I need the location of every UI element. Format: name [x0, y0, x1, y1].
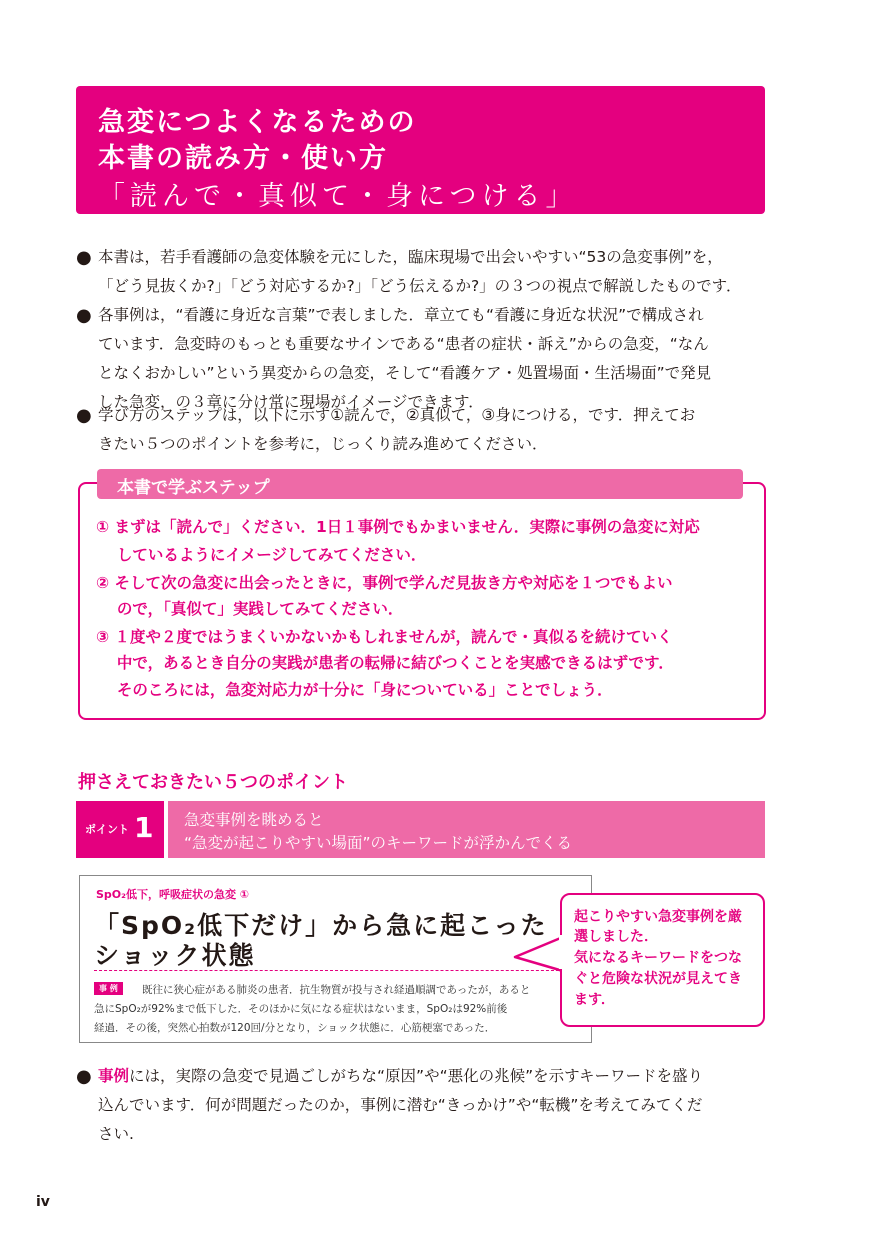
- banner-title-line2: 本書の読み方・使い方: [98, 143, 388, 174]
- sample-text-line1: 既往に狭心症がある肺炎の患者．抗生物質が投与され経過順調であったが，あると: [142, 984, 531, 996]
- sample-title-line1: 「SpO₂低下だけ」から急に起こった: [94, 911, 548, 940]
- sample-title-line2: ショック状態: [94, 941, 256, 970]
- footer-highlight: 事例: [98, 1067, 130, 1085]
- banner-title-line1: 急変につよくなるための: [98, 107, 417, 138]
- intro-bullet-2-line: 各事例は，“看護に身近な言葉”で表しました．章立ても“看護に身近な状況”で構成され: [98, 306, 704, 324]
- intro-bullet-3-line: きたい５つのポイントを参考に，じっくり読み進めてください．: [98, 435, 548, 453]
- callout-tail-mask: [559, 935, 564, 969]
- callout-bubble: [560, 893, 765, 1027]
- sample-text-line2: 急にSpO₂が92%まで低下した．そのほかに気になる症状はないまま，SpO₂は92%前後: [94, 1003, 508, 1015]
- intro-bullet-2-line: ています．急変時のもっとも重要なサインである“患者の症状・訴え”からの急変，“なん: [98, 335, 709, 353]
- page-number: iv: [36, 1194, 50, 1210]
- bullet-dot: ●: [76, 305, 92, 326]
- intro-bullet-1-line: 「どう見抜くか?」「どう対応するか?」「どう伝えるか?」の３つの視点で解説したものです．: [98, 277, 742, 295]
- sample-category-tag: SpO₂低下，呼吸症状の急変 ①: [96, 888, 250, 901]
- callout-line: ぐと危険な状況が見えてき: [574, 971, 742, 987]
- callout-line: 気になるキーワードをつな: [574, 950, 742, 966]
- intro-bullet-2-line: となくおかしい”という異変からの急変，そして“看護ケア・処置場面・生活場面”で発見: [98, 364, 712, 382]
- footer-line1: には，実際の急変で見過ごしがちな“原因”や“悪化の兆候”を示すキーワードを盛り: [129, 1067, 704, 1085]
- intro-bullet-3: [76, 401, 776, 459]
- bullet-dot: ●: [76, 1066, 92, 1087]
- callout-tail: [513, 935, 565, 975]
- step-line: しているようにイメージしてみてください．: [96, 546, 427, 564]
- case-badge: 事 例: [94, 982, 123, 995]
- callout-line: 起こりやすい急変事例を厳: [574, 909, 742, 925]
- point-label: ポイント: [85, 823, 129, 836]
- bullet-dot: ●: [76, 405, 92, 426]
- step-line: ので，「真似て」実践してみてください．: [96, 600, 404, 618]
- steps-heading: 本書で学ぶステップ: [117, 478, 270, 498]
- steps-box: [78, 482, 766, 720]
- step-line: そのころには，急変対応力が十分に「身についている」ことでしょう．: [96, 681, 613, 699]
- intro-bullet-2-line: した急変，の３章に分け常に現場がイメージできます．: [98, 393, 484, 411]
- step-line: 中で，あるとき自分の実践が患者の転帰に結びつくことを実感できるはずです．: [96, 654, 674, 672]
- intro-bullet-3-line: 学び方のステップは，以下に示す①読んで，②真似て，③身につける，です．押えてお: [98, 406, 696, 424]
- intro-bullet-1: [76, 243, 776, 301]
- sample-text-line3: 経過．その後，突然心拍数が120回/分となり，ショック状態に．心筋梗塞であった．: [94, 1022, 496, 1034]
- steps-heading-tab: [97, 469, 743, 499]
- title-banner: [76, 86, 765, 214]
- intro-bullet-1-line: 本書は，若手看護師の急変体験を元にした，臨床現場で出会いやすい“53の急変事例”を，: [98, 248, 723, 266]
- footer-line3: さい.: [98, 1125, 134, 1143]
- step-line: ② そして次の急変に出会ったときに，事例で学んだ見抜き方や対応を１つでもよい: [96, 574, 673, 592]
- point-description-line1: 急変事例を眺めると: [184, 811, 324, 829]
- step-line: ③ １度や２度ではうまくいかないかもしれませんが，読んで・真似るを続けていく: [96, 628, 673, 646]
- point-description-bar: [168, 801, 765, 858]
- footer-line2: 込んでいます．何が問題だったのか，事例に潜む“きっかけ”や“転機”を考えてみてくだ: [98, 1096, 703, 1114]
- point-description-line2: “急変が起こりやすい場面”のキーワードが浮かんでくる: [184, 834, 573, 852]
- banner-subtitle: 「読んで・真似て・身につける」: [98, 181, 578, 212]
- bullet-dot: ●: [76, 247, 92, 268]
- intro-bullet-2: [76, 301, 776, 417]
- point-number: 1: [134, 811, 154, 844]
- points-heading: 押さえておきたい５つのポイント: [78, 772, 348, 793]
- point-badge: [76, 801, 164, 858]
- step-line: ① まずは「読んで」ください．1日１事例でもかまいません．実際に事例の急変に対応: [96, 518, 700, 536]
- callout-line: ます．: [574, 992, 615, 1008]
- callout-line: 選しました．: [574, 929, 658, 945]
- dashed-divider: [94, 970, 564, 971]
